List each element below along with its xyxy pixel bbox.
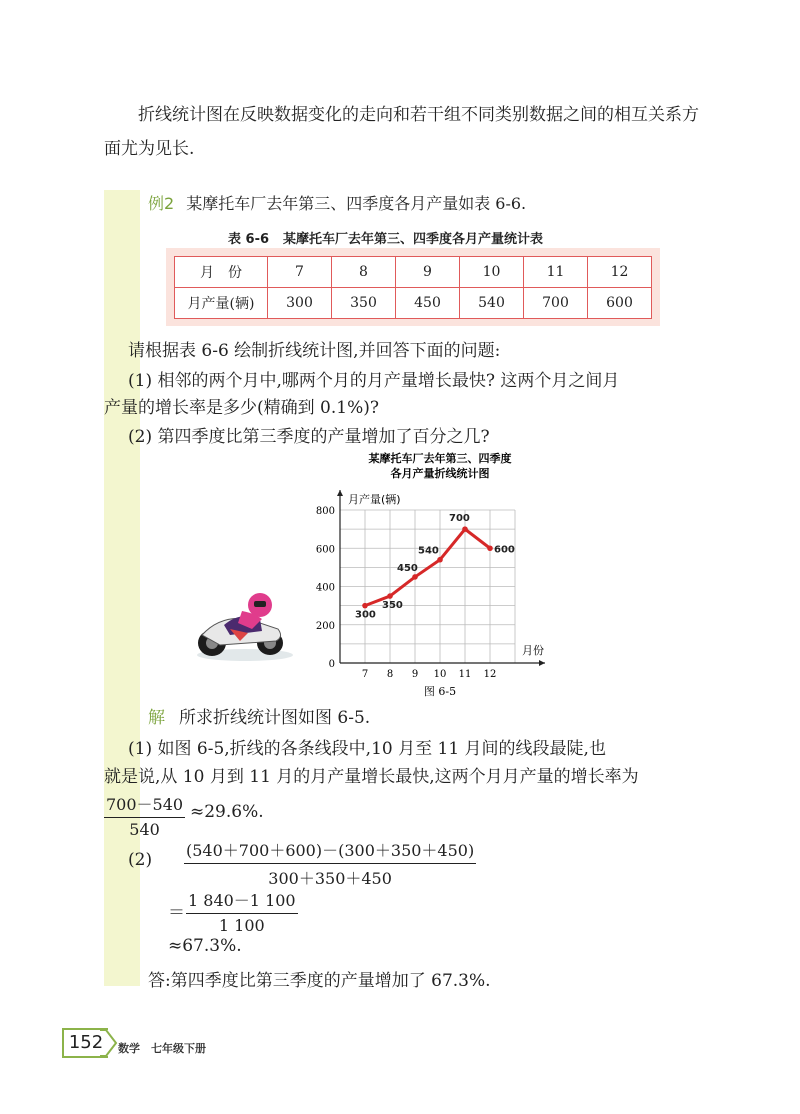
table-row-values bbox=[175, 288, 652, 319]
data-point bbox=[487, 545, 493, 551]
table-cell: 10 bbox=[460, 257, 524, 288]
y-axis-arrow bbox=[337, 490, 343, 496]
table-cell: 540 bbox=[460, 288, 524, 319]
table-cell: 7 bbox=[268, 257, 332, 288]
solution-1-line-2: 就是说,从 10 月到 11 月的月产量增长最快,这两个月月产量的增长率为 bbox=[104, 767, 639, 787]
y-tick-label: 200 bbox=[315, 620, 335, 632]
data-point bbox=[387, 593, 393, 599]
book-title: 数学 七年级下册 bbox=[118, 1042, 206, 1055]
row-header-month: 月 份 bbox=[175, 257, 268, 288]
y-tick-label: 0 bbox=[328, 659, 335, 670]
fraction-numerator: 700－540 bbox=[104, 792, 185, 818]
table-title bbox=[228, 228, 557, 247]
solution-2-label: (2) bbox=[128, 850, 153, 870]
table-cell: 600 bbox=[588, 288, 652, 319]
intro-paragraph: 折线统计图在反映数据变化的走向和若干组不同类别数据之间的相互关系方面尤为见长. bbox=[104, 105, 699, 159]
y-tick-label: 400 bbox=[315, 582, 335, 594]
table-container bbox=[166, 248, 660, 326]
equals-sign: ＝ bbox=[168, 903, 185, 923]
solution-1-line-1: (1) 如图 6-5,折线的各条线段中,10 月至 11 月间的线段最陡,也 bbox=[128, 739, 606, 759]
data-label: 450 bbox=[397, 562, 418, 574]
data-point bbox=[412, 574, 418, 580]
x-tick-label: 11 bbox=[458, 669, 472, 680]
fraction-numerator: (540＋700＋600)－(300＋350＋450) bbox=[184, 838, 476, 864]
fraction-growth-rate bbox=[104, 792, 185, 839]
question-1-line-2: 产量的增长率是多少(精确到 0.1%)? bbox=[104, 398, 379, 418]
table-cell: 12 bbox=[588, 257, 652, 288]
page-number: 152 bbox=[62, 1028, 108, 1058]
y-axis-label: 月产量(辆) bbox=[348, 493, 401, 506]
final-answer: 答:第四季度比第三季度的产量增加了 67.3%. bbox=[148, 971, 491, 991]
x-tick-label: 12 bbox=[483, 669, 497, 680]
data-label: 350 bbox=[382, 600, 403, 612]
data-point bbox=[462, 526, 468, 532]
example-heading bbox=[148, 192, 526, 216]
data-point bbox=[437, 557, 443, 563]
table-cell: 450 bbox=[396, 288, 460, 319]
fraction-denominator: 1 100 bbox=[218, 916, 265, 935]
data-label: 600 bbox=[494, 544, 515, 556]
data-label: 540 bbox=[418, 545, 439, 557]
y-tick-label: 800 bbox=[315, 506, 335, 517]
question-2: (2) 第四季度比第三季度的产量增加了百分之几? bbox=[128, 427, 490, 447]
chart-title-line-1: 某摩托车厂去年第三、四季度 bbox=[368, 452, 512, 465]
table-title-text: 某摩托车厂去年第三、四季度各月产量统计表 bbox=[283, 232, 544, 247]
solution-label: 解 bbox=[148, 708, 165, 728]
figure-caption: 图 6-5 bbox=[423, 685, 457, 698]
example-label: 例2 bbox=[148, 194, 175, 213]
growth-rate-result: ≈29.6%. bbox=[190, 802, 264, 822]
data-label: 300 bbox=[355, 609, 376, 621]
chart-grid bbox=[340, 510, 515, 663]
fraction-denominator: 300＋350＋450 bbox=[268, 869, 392, 888]
fraction-simplified bbox=[186, 888, 298, 935]
table-cell: 350 bbox=[332, 288, 396, 319]
approx-result: ≈67.3%. bbox=[168, 936, 242, 956]
chart-axes bbox=[337, 490, 545, 666]
x-tick-label: 10 bbox=[433, 669, 447, 680]
table-cell: 11 bbox=[524, 257, 588, 288]
table-cell: 8 bbox=[332, 257, 396, 288]
fraction-quarter-increase bbox=[184, 838, 476, 889]
solution-text: 所求折线统计图如图 6-5. bbox=[179, 708, 371, 728]
y-tick-label: 600 bbox=[315, 544, 335, 556]
x-tick-label: 8 bbox=[386, 669, 394, 680]
data-label: 700 bbox=[449, 513, 470, 525]
data-point bbox=[362, 603, 368, 609]
x-tick-label: 9 bbox=[411, 669, 419, 680]
table-number: 表 6-6 bbox=[228, 232, 270, 247]
x-axis-label: 月份 bbox=[522, 644, 544, 657]
chart-title-line-2: 各月产量折线统计图 bbox=[390, 467, 490, 480]
table-row-months bbox=[175, 257, 652, 288]
row-header-output: 月产量(辆) bbox=[175, 288, 268, 319]
question-1-line-1: (1) 相邻的两个月中,哪两个月的月产量增长最快? 这两个月之间月 bbox=[128, 371, 620, 391]
motorcycle-illustration bbox=[190, 585, 300, 665]
question-prompt: 请根据表 6-6 绘制折线统计图,并回答下面的问题: bbox=[128, 341, 501, 361]
line-chart bbox=[300, 450, 570, 705]
table-cell: 9 bbox=[396, 257, 460, 288]
fraction-denominator: 540 bbox=[129, 820, 160, 839]
table-cell: 300 bbox=[268, 288, 332, 319]
x-tick-label: 7 bbox=[361, 669, 369, 680]
production-table bbox=[174, 256, 652, 319]
page-tab-icon bbox=[100, 1028, 120, 1058]
fraction-numerator: 1 840－1 100 bbox=[186, 888, 298, 914]
table-cell: 700 bbox=[524, 288, 588, 319]
solution-heading bbox=[148, 706, 370, 730]
example-text: 某摩托车厂去年第三、四季度各月产量如表 6-6. bbox=[186, 194, 527, 213]
x-axis-arrow bbox=[539, 660, 545, 666]
